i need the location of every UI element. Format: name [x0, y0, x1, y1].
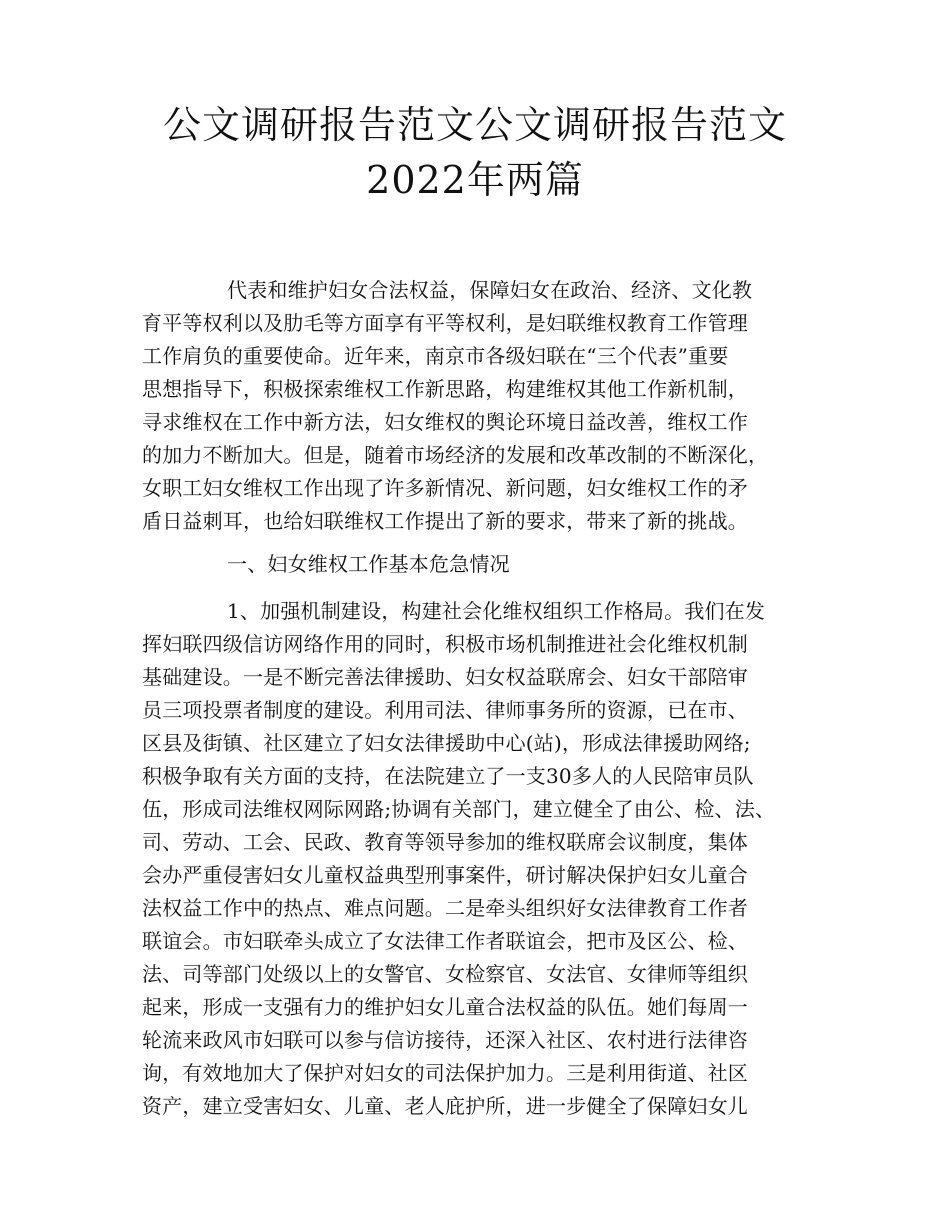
paragraph-line: 思想指导下，积极探索维权工作新思路，构建维权其他工作新机制， [142, 377, 748, 401]
paragraph-line: 1、加强机制建设，构建社会化维权组织工作格局。我们在发 [227, 599, 766, 623]
paragraph-line: 起来，形成一支强有力的维护妇女儿童合法权益的队伍。她们每周一 [142, 995, 748, 1019]
paragraph-line: 女职工妇女维权工作出现了许多新情况、新问题，妇女维权工作的矛 [142, 476, 748, 500]
paragraph-line: 育平等权利以及肋毛等方面享有平等权利，是妇联维权教育工作管理 [142, 311, 748, 335]
paragraph-line: 区县及街镇、社区建立了妇女法律援助中心(站)，形成法律援助网络; [142, 731, 751, 755]
paragraph-line: 法、司等部门处级以上的女警官、女检察官、女法官、女律师等组织 [142, 962, 748, 986]
paragraph-line: 盾日益刺耳，也给妇联维权工作提出了新的要求，带来了新的挑战。 [142, 509, 748, 533]
paragraph-line: 询，有效地加大了保护对妇女的司法保护加力。三是利用街道、社区 [142, 1061, 748, 1085]
paragraph-line: 的加力不断加大。但是，随着市场经济的发展和改革改制的不断深化， [142, 443, 769, 467]
paragraph-line: 资产，建立受害妇女、儿童、老人庇护所，进一步健全了保障妇女儿 [142, 1094, 748, 1118]
paragraph-line: 法权益工作中的热点、难点问题。二是牵头组织好女法律教育工作者 [142, 896, 748, 920]
document-title-line-1: 公文调研报告范文公文调研报告范文 [162, 103, 787, 147]
paragraph-line: 司、劳动、工会、民政、教育等领导参加的维权联席会议制度，集体 [142, 830, 748, 854]
paragraph-line: 伍，形成司法维权网际网路;协调有关部门，建立健全了由公、检、法、 [142, 797, 776, 821]
paragraph-line: 挥妇联四级信访网络作用的同时，积极市场机制推进社会化维权机制 [142, 632, 748, 656]
document-title-line-2: 2022年两篇 [366, 158, 584, 202]
paragraph-line: 基础建设。一是不断完善法律援助、妇女权益联席会、妇女干部陪审 [142, 665, 748, 689]
paragraph-line: 代表和维护妇女合法权益，保障妇女在政治、经济、文化教 [227, 278, 753, 302]
paragraph-line: 工作肩负的重要使命。近年来，南京市各级妇联在“三个代表”重要 [142, 344, 729, 368]
paragraph-line: 员三项投票者制度的建设。利用司法、律师事务所的资源，已在市、 [142, 698, 748, 722]
paragraph-line: 轮流来政风市妇联可以参与信访接待，还深入社区、农村进行法律咨 [142, 1028, 748, 1052]
section-heading: 一、妇女维权工作基本危急情况 [227, 552, 510, 576]
paragraph-line: 会办严重侵害妇女儿童权益典型刑事案件，研讨解决保护妇女儿童合 [142, 863, 748, 887]
paragraph-line: 联谊会。市妇联牵头成立了女法律工作者联谊会，把市及区公、检、 [142, 929, 748, 953]
paragraph-line: 积极争取有关方面的支持，在法院建立了一支30多人的人民陪审员队 [142, 764, 754, 788]
paragraph-line: 寻求维权在工作中新方法，妇女维权的舆论环境日益改善，维权工作 [142, 410, 748, 434]
